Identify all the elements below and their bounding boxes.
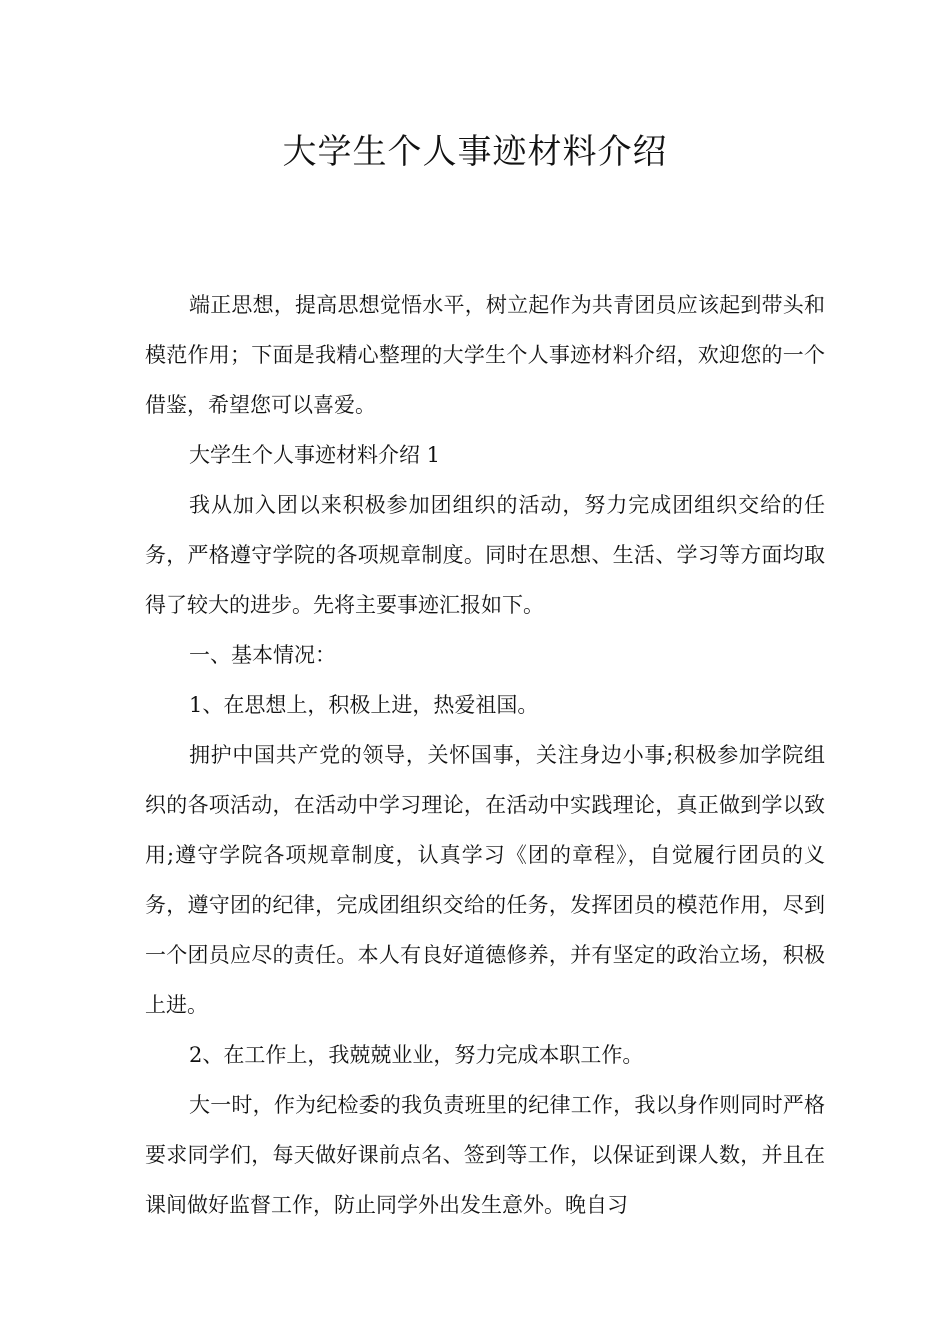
document-body	[145, 280, 825, 1230]
subsection-heading: 一、基本情况：	[189, 643, 336, 667]
list-item-heading: 1、在思想上，积极上进，热爱祖国。	[189, 693, 539, 717]
body-paragraph: 拥护中国共产党的领导，关怀国事，关注身边小事;积极参加学院组织的各项活动，在活动中学习理论，在活动中实践理论，真正做到学以致用;遵守学院各项规章制度，认真学习《团的章程》，自觉履行团员的义务，遵守团的纪律，完成团组织交给的任务，发挥团员的模范作用，尽到一个团员应尽的责任。本人有良好道德修养，并有坚定的政治立场，积极上进。	[145, 743, 825, 1017]
section-heading: 大学生个人事迹材料介绍 1	[189, 443, 441, 467]
body-paragraph: 我从加入团以来积极参加团组织的活动，努力完成团组织交给的任务，严格遵守学院的各项规章制度。同时在思想、生活、学习等方面均取得了较大的进步。先将主要事迹汇报如下。	[145, 493, 825, 617]
intro-paragraph: 端正思想，提高思想觉悟水平，树立起作为共青团员应该起到带头和模范作用；下面是我精心整理的大学生个人事迹材料介绍，欢迎您的一个借鉴，希望您可以喜爱。	[145, 293, 825, 417]
body-paragraph: 大一时，作为纪检委的我负责班里的纪律工作，我以身作则同时严格要求同学们，每天做好课前点名、签到等工作，以保证到课人数，并且在课间做好监督工作，防止同学外出发生意外。晚自习	[145, 1093, 825, 1217]
document-title: 大学生个人事迹材料介绍	[282, 132, 668, 172]
list-item-heading: 2、在工作上，我兢兢业业，努力完成本职工作。	[189, 1043, 644, 1067]
